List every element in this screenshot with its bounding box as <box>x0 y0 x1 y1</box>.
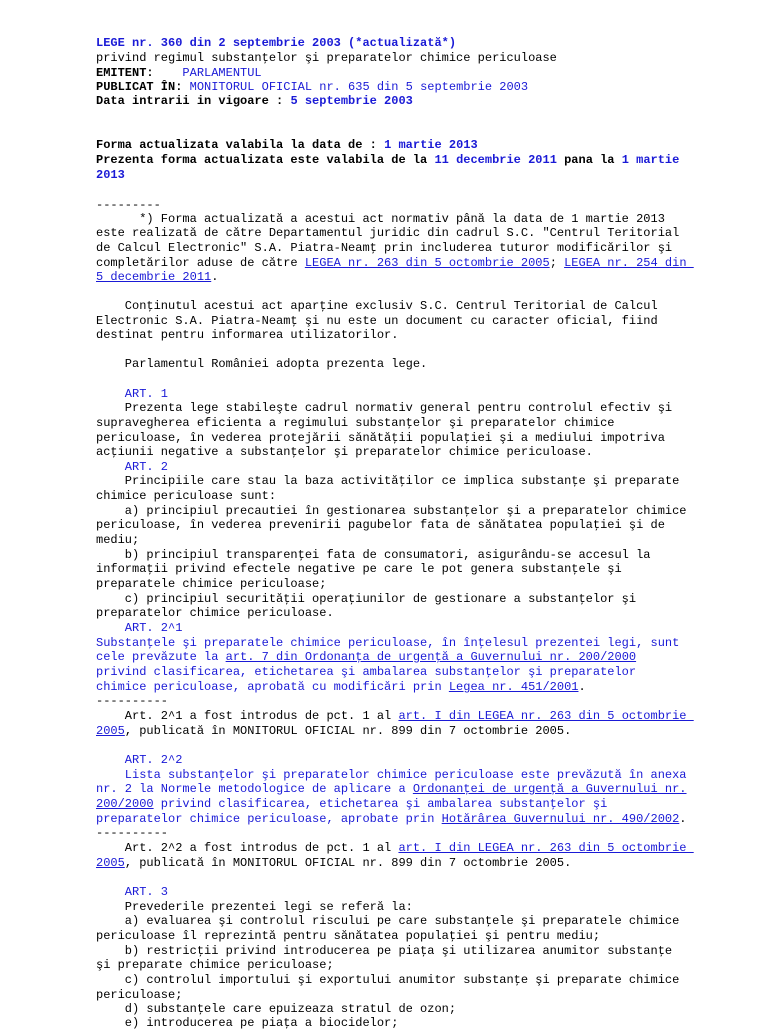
separator: --------- <box>96 198 161 212</box>
link-art-i-lege-263-2005[interactable]: art. I din LEGEA nr. 263 din 5 octombrie <box>398 709 694 723</box>
intrare-label: Data intrarii in vigoare : <box>96 94 284 108</box>
intrare-line <box>96 94 756 109</box>
article-1-text: supravegherea eficienta a regimului substanţelor şi preparatelor chimice <box>96 416 615 430</box>
article-1-text: periculoase, în vederea protejării sănătăţii populaţiei şi a mediului impotriva <box>96 431 665 445</box>
intrare-value: 5 septembrie 2003 <box>290 94 413 108</box>
link-art-i-lege-263-2005-year[interactable]: 2005 <box>96 724 125 738</box>
article-3-title: ART. 3 <box>96 885 169 899</box>
link-hg-490-2002[interactable]: Hotărârea Guvernului nr. 490/2002 <box>441 812 680 826</box>
forma-valabila-line <box>96 138 756 153</box>
link-oug-200-2000-cont[interactable]: 200/2000 <box>96 797 154 811</box>
article-2-text: chimice periculoase sunt: <box>96 489 277 503</box>
publicat-value: MONITORUL OFICIAL nr. 635 din 5 septembrie 2003 <box>189 80 529 94</box>
emitent-value: PARLAMENTUL <box>182 66 262 80</box>
emitent-label: EMITENT: <box>96 66 154 80</box>
forma-from-date: 11 decembrie 2011 <box>434 153 557 167</box>
article-3-item-d: d) substanţele care epuizeaza stratul de ozon; <box>96 1002 457 1016</box>
article-2-item-b: informaţii privind efectele negative pe care le pot genera substanţele şi <box>96 562 622 576</box>
article-2-item-b: preparatele chimice periculoase; <box>96 577 327 591</box>
article-2-1-note: Art. 2^1 a fost introdus de pct. 1 al art. I din LEGEA nr. 263 din 5 octombrie <box>96 709 694 723</box>
forma-to-date-year: 2013 <box>96 168 125 182</box>
article-3-item-a: a) evaluarea şi controlul riscului pe care substanţele şi preparatele chimice <box>96 914 680 928</box>
emitent-line <box>96 66 756 81</box>
content-note-line: Conţinutul acestui act aparţine exclusiv S.C. Centrul Teritorial de Calcul <box>96 299 658 313</box>
link-oug-200-2000-art7[interactable]: art. 7 din Ordonanţa de urgenţă a Guvernului nr. 200/2000 <box>225 650 637 664</box>
link-art-i-lege-263-2005-year[interactable]: 2005 <box>96 856 125 870</box>
article-2-2-text: preparatelor chimice periculoase, aprobate prin Hotărârea Guvernului nr. 490/2002. <box>96 812 687 826</box>
note-line: completărilor aduse de către LEGEA nr. 263 din 5 octombrie 2005; LEGEA nr. 254 din <box>96 256 694 270</box>
link-lege-254-2011[interactable]: LEGEA nr. 254 din <box>564 256 694 270</box>
article-2-text: Principiile care stau la baza activităţilor ce implica substanţe şi preparate <box>96 474 680 488</box>
article-2-item-c: preparatelor chimice periculoase. <box>96 606 334 620</box>
content-note-line: destinat pentru informarea utilizatorilor. <box>96 328 399 342</box>
article-2-item-a: mediu; <box>96 533 140 547</box>
article-2-1-text: privind clasificarea, etichetarea şi ambalarea substanţelor şi preparatelor <box>96 665 637 679</box>
article-1-text: Prezenta lege stabileşte cadrul normativ general pentru controlul efectiv şi <box>96 401 673 415</box>
article-1-title: ART. 1 <box>96 387 169 401</box>
article-3-item-c: c) controlul importului şi exportului anumitor substanţe şi preparate chimice <box>96 973 680 987</box>
article-2-1-note: 2005, publicată în MONITORUL OFICIAL nr. 899 din 7 octombrie 2005. <box>96 724 572 738</box>
law-subtitle: privind regimul substanţelor şi preparatelor chimice periculoase <box>96 51 557 65</box>
link-lege-263-2005[interactable]: LEGEA nr. 263 din 5 octombrie 2005 <box>304 256 550 270</box>
article-2-title: ART. 2 <box>96 460 169 474</box>
article-2-item-a: a) principiul precautiei în gestionarea substanţelor şi a preparatelor chimice <box>96 504 687 518</box>
article-1-text: acţiunii negative a substanţelor şi preparatelor chimice periculoase. <box>96 445 593 459</box>
article-2-item-a: periculoase, în vederea prevenirii pagubelor fata de sănătatea populaţiei şi de <box>96 518 665 532</box>
article-2-2-note: Art. 2^2 a fost introdus de pct. 1 al art. I din LEGEA nr. 263 din 5 octombrie <box>96 841 694 855</box>
article-2-item-b: b) principiul transparenţei fata de consumatori, asigurându-se accesul la <box>96 548 651 562</box>
article-2-1-title: ART. 2^1 <box>96 621 183 635</box>
article-2-1-text: chimice periculoase, aprobată cu modificări prin Legea nr. 451/2001. <box>96 680 586 694</box>
link-art-i-lege-263-2005[interactable]: art. I din LEGEA nr. 263 din 5 octombrie <box>398 841 694 855</box>
article-2-item-c: c) principiul securităţii operaţiunilor de gestionare a substanţelor şi <box>96 592 637 606</box>
article-3-item-b: b) restricţii privind introducerea pe piaţa şi utilizarea anumitor substanţe <box>96 944 673 958</box>
separator: ---------- <box>96 694 169 708</box>
note-line: de Calcul Electronic" S.A. Piatra-Neamţ prin includerea tuturor modificărilor şi <box>96 241 673 255</box>
forma-to-date: 1 martie <box>621 153 680 167</box>
parliament-line: Parlamentul României adopta prezenta lege. <box>96 357 428 371</box>
link-lege-254-2011-cont[interactable]: 5 decembrie 2011 <box>96 270 212 284</box>
article-2-2-title: ART. 2^2 <box>96 753 183 767</box>
link-oug-200-2000[interactable]: Ordonanţei de urgenţă a Guvernului nr. <box>412 782 687 796</box>
content-note-line: Electronic S.A. Piatra-Neamţ şi nu este un document cu caracter oficial, fiind <box>96 314 658 328</box>
article-2-2-text: Lista substanţelor şi preparatelor chimice periculoase este prevăzută în anexa <box>96 768 687 782</box>
article-3-item-e: e) introducerea pe piaţa a biocidelor; <box>96 1016 399 1030</box>
forma-pana-label: pana la <box>564 153 615 167</box>
link-legea-451-2001[interactable]: Legea nr. 451/2001 <box>448 680 579 694</box>
note-line: este realizată de către Departamentul juridic din cadrul S.C. "Centrul Teritorial <box>96 226 680 240</box>
publicat-label: PUBLICAT ÎN: <box>96 80 183 94</box>
forma-valabila-date: 1 martie 2013 <box>384 138 478 152</box>
publicat-line <box>96 80 756 95</box>
article-2-2-text: 200/2000 privind clasificarea, etichetarea şi ambalarea substanţelor şi <box>96 797 608 811</box>
article-3-text: Prevederile prezentei legi se referă la: <box>96 900 413 914</box>
article-2-2-text: nr. 2 la Normele metodologice de aplicare a Ordonanţei de urgenţă a Guvernului nr. <box>96 782 687 796</box>
note-line: *) Forma actualizată a acestui act normativ până la data de 1 martie 2013 <box>96 212 665 226</box>
article-2-1-text: cele prevăzute la art. 7 din Ordonanţa de urgenţă a Guvernului nr. 200/2000 <box>96 650 637 664</box>
article-2-1-text: Substanţele şi preparatele chimice periculoase, în înţelesul prezentei legi, sunt <box>96 636 680 650</box>
forma-valabila-label: Forma actualizata valabila la data de : <box>96 138 377 152</box>
article-2-2-note: 2005, publicată în MONITORUL OFICIAL nr. 899 din 7 octombrie 2005. <box>96 856 572 870</box>
separator: ---------- <box>96 826 169 840</box>
article-3-item-b: şi preparate chimice periculoase; <box>96 958 334 972</box>
law-title: LEGE nr. 360 din 2 septembrie 2003 (*actualizată*) <box>96 36 457 50</box>
article-3-item-c: periculoase; <box>96 988 183 1002</box>
forma-prezenta-label: Prezenta forma actualizata este valabila de la <box>96 153 428 167</box>
forma-prezenta-line <box>96 153 756 168</box>
article-3-item-a: periculoase îl reprezintă pentru sănătatea populaţiei şi pentru mediu; <box>96 929 601 943</box>
note-line: 5 decembrie 2011. <box>96 270 219 284</box>
